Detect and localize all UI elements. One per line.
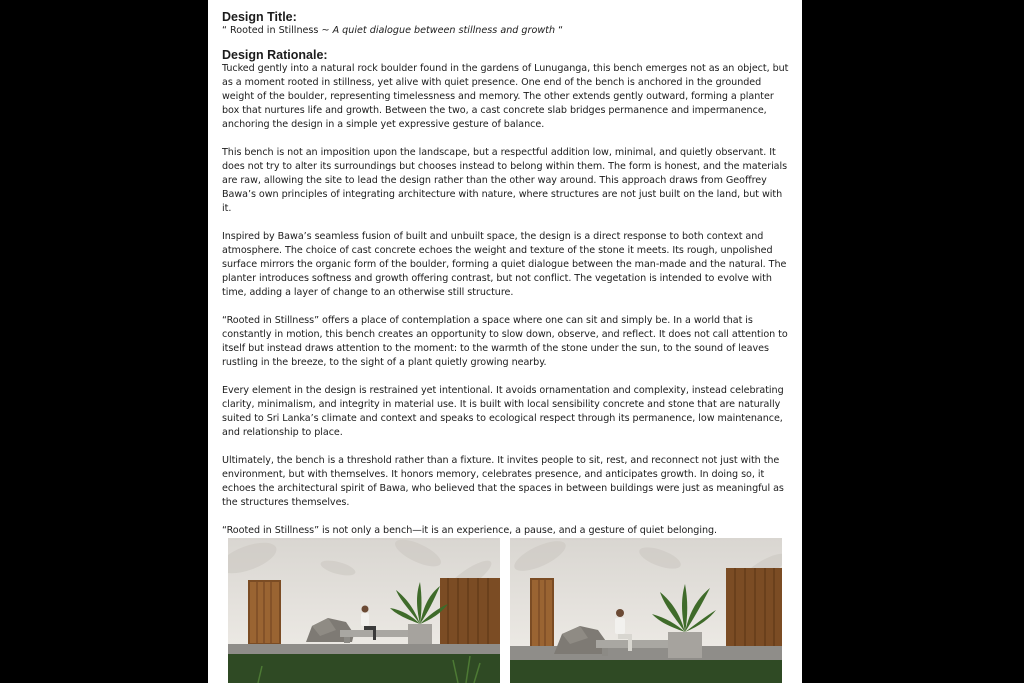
rationale-paragraph-4: “Rooted in Stillness” offers a place of contemplation a space where one can sit and simply be. In a world that is constantly in motion, this bench creates an opportunity to slow down, observe, and reflect. It does not call attention to itself but instead draws attention to the moment: to the warmth of the stone under the sun, to the sound of leaves rustling in the breeze, to the sight of a plant quietly growing nearby. bbox=[222, 315, 788, 368]
rationale-paragraph-2: This bench is not an imposition upon the landscape, but a respectful addition low, minimal, and quietly observant. It does not try to alter its surroundings but chooses instead to belong within them. The form is honest, and the materials are raw, allowing the site to lead the design rather than the other way around. This approach draws from Geoffrey Bawa’s own principles of integrating architecture with nature, where structures are not just built on the land, but with it. bbox=[222, 147, 788, 214]
render-image-right bbox=[510, 538, 782, 683]
title-subtitle: A quiet dialogue between stillness and growth bbox=[332, 25, 556, 36]
render-scene-left bbox=[228, 538, 500, 683]
design-title-text bbox=[222, 25, 792, 37]
render-scene-right bbox=[510, 538, 782, 683]
design-title-heading: Design Title: bbox=[222, 10, 297, 24]
render-images bbox=[228, 538, 784, 683]
rationale-paragraph-6: Ultimately, the bench is a threshold rather than a fixture. It invites people to sit, rest, and reconnect not just with the environment, but with themselves. It honors memory, celebrates presence, and anticipates growth. In doing so, it echoes the architectural spirit of Bawa, who believed that the spaces in between buildings were just as meaningful as the structures themselves. bbox=[222, 455, 784, 508]
rationale-paragraph-7: “Rooted in Stillness” is not only a bench—it is an experience, a pause, and a gesture of quiet belonging. bbox=[222, 525, 718, 536]
title-name: “ Rooted in Stillness ~ bbox=[222, 25, 333, 36]
rationale-paragraph-5: Every element in the design is restrained yet intentional. It avoids ornamentation and complexity, instead celebrating clarity, minimalism, and integrity in material use. It is built with local sensibility concrete and stone that are naturally suited to Sri Lanka’s climate and context and speaks to ecological respect through its permanence, low maintenance, and relationship to place. bbox=[222, 385, 784, 438]
render-image-left bbox=[228, 538, 500, 683]
design-rationale-heading: Design Rationale: bbox=[222, 48, 328, 62]
document-content bbox=[222, 10, 792, 552]
rationale-paragraph-1: Tucked gently into a natural rock boulder found in the gardens of Lunuganga, this bench emerges not as an object, but as a moment rooted in stillness, yet alive with quiet presence. One end of the bench is anchored in the grounded weight of the boulder, representing timelessness and memory. The other extends gently outward, forming a planter box that nurtures life and growth. Between the two, a cast concrete slab bridges permanence and impermanence, anchoring the design in a simple yet expressive gesture of balance. bbox=[222, 63, 789, 130]
title-close-quote: “ bbox=[555, 25, 564, 36]
document-page bbox=[208, 0, 802, 683]
rationale-paragraph-3: Inspired by Bawa’s seamless fusion of built and unbuilt space, the design is a direct response to both context and atmosphere. The choice of cast concrete echoes the weight and texture of the stone it meets. Its rough, unpolished surface mirrors the organic form of the boulder, forming a quiet dialogue between the man-made and the natural. The planter introduces softness and growth offering contrast, but not conflict. The vegetation is intended to evolve with time, adding a layer of change to an otherwise still structure. bbox=[222, 231, 787, 298]
